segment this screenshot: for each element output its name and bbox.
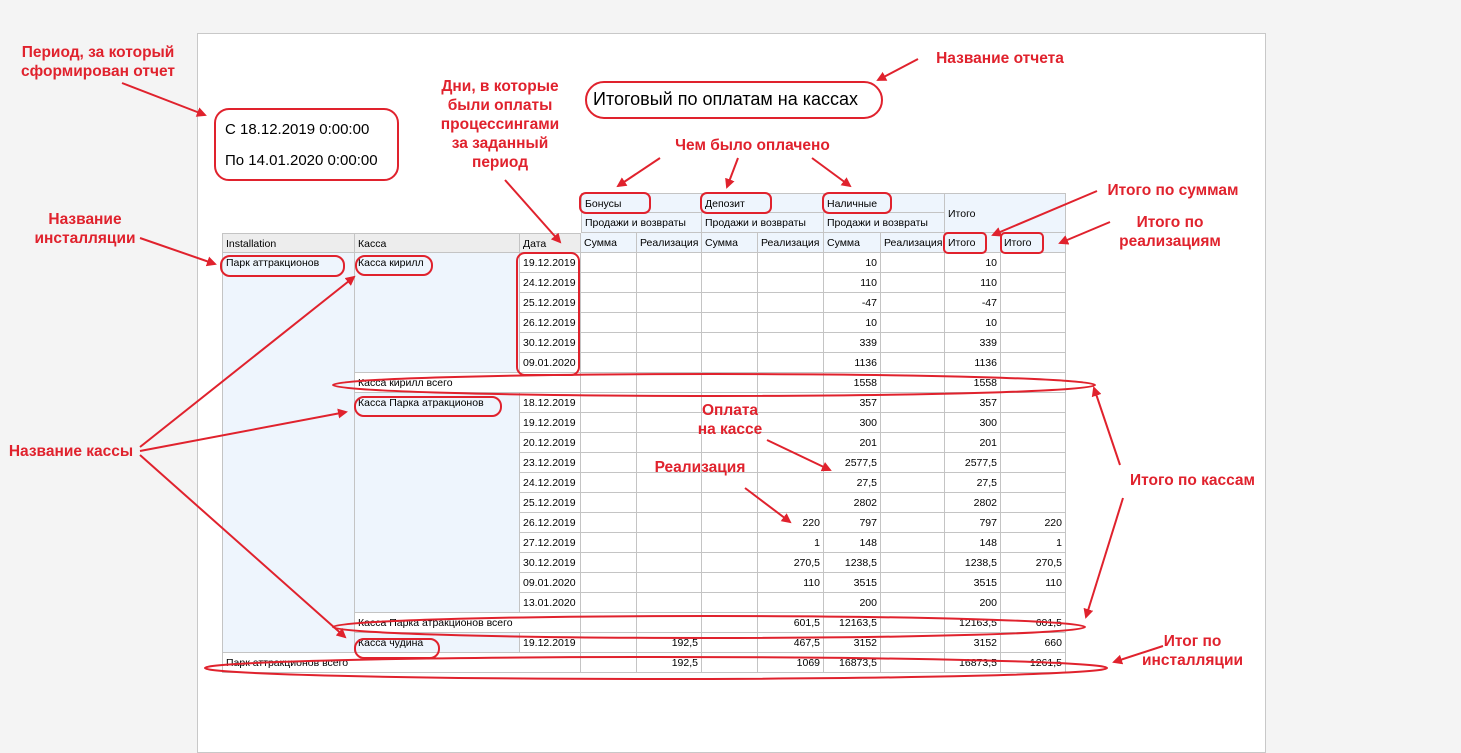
desk-subtotal-label: Касса Парка атракционов всего xyxy=(355,613,581,633)
value-cell xyxy=(758,273,824,293)
total-value-cell: 1069 xyxy=(758,653,824,673)
value-cell: 1238,5 xyxy=(945,553,1001,573)
value-cell xyxy=(758,473,824,493)
value-cell: 339 xyxy=(824,333,881,353)
value-cell xyxy=(758,453,824,473)
column-total-sum: Итого xyxy=(945,233,1001,253)
value-cell: 797 xyxy=(945,513,1001,533)
value-cell xyxy=(581,473,637,493)
value-cell: 3152 xyxy=(945,633,1001,653)
value-cell: 201 xyxy=(945,433,1001,453)
value-cell xyxy=(881,533,945,553)
desk-subtotal-label: Касса кирилл всего xyxy=(355,373,581,393)
value-cell xyxy=(581,513,637,533)
value-cell xyxy=(1001,253,1066,273)
annotation-realization: Реализация xyxy=(654,459,746,476)
value-cell xyxy=(1001,333,1066,353)
value-cell xyxy=(1001,493,1066,513)
value-cell xyxy=(881,333,945,353)
value-cell xyxy=(637,493,702,513)
value-cell: 110 xyxy=(1001,573,1066,593)
value-cell xyxy=(581,253,637,273)
date-cell: 24.12.2019 xyxy=(520,473,581,493)
value-cell: 1238,5 xyxy=(824,553,881,573)
value-cell xyxy=(702,573,758,593)
value-cell xyxy=(637,293,702,313)
date-cell: 09.01.2020 xyxy=(520,573,581,593)
annotation-totals-by-realization: Итого по реализациям xyxy=(1119,214,1221,250)
value-cell xyxy=(702,493,758,513)
cashdesk-cell: Касса Парка атракционов xyxy=(355,393,520,613)
subtotal-value-cell xyxy=(881,613,945,633)
date-cell: 23.12.2019 xyxy=(520,453,581,473)
report-title: Итоговый по оплатам на кассах xyxy=(593,89,859,109)
value-cell: 3152 xyxy=(824,633,881,653)
value-cell: 3515 xyxy=(945,573,1001,593)
value-cell: 201 xyxy=(824,433,881,453)
value-cell: 270,5 xyxy=(1001,553,1066,573)
column-realization: Реализация xyxy=(881,233,945,253)
value-cell xyxy=(702,313,758,333)
value-cell xyxy=(881,393,945,413)
value-cell xyxy=(702,553,758,573)
annotation-totals-by-desks: Итого по кассам xyxy=(1129,472,1256,489)
date-cell: 19.12.2019 xyxy=(520,413,581,433)
value-cell: 3515 xyxy=(824,573,881,593)
value-cell xyxy=(881,493,945,513)
subtotal-value-cell xyxy=(1001,373,1066,393)
annotation-paid-with: Чем было оплачено xyxy=(675,137,830,154)
date-cell: 26.12.2019 xyxy=(520,313,581,333)
value-cell xyxy=(758,253,824,273)
value-cell: 797 xyxy=(824,513,881,533)
value-cell xyxy=(1001,273,1066,293)
value-cell xyxy=(881,273,945,293)
value-cell: 300 xyxy=(945,413,1001,433)
value-cell: 1 xyxy=(758,533,824,553)
value-cell xyxy=(881,453,945,473)
payment-type-header: Депозит xyxy=(702,193,824,213)
value-cell xyxy=(637,593,702,613)
value-cell xyxy=(758,493,824,513)
payment-type-header: Наличные xyxy=(824,193,945,213)
value-cell xyxy=(1001,353,1066,373)
value-cell: 300 xyxy=(824,413,881,433)
date-cell: 25.12.2019 xyxy=(520,293,581,313)
value-cell: 2577,5 xyxy=(824,453,881,473)
subtotal-value-cell xyxy=(581,613,637,633)
subtotal-value-cell xyxy=(702,373,758,393)
subtotal-value-cell xyxy=(758,373,824,393)
value-cell xyxy=(581,453,637,473)
value-cell xyxy=(581,333,637,353)
value-cell xyxy=(881,253,945,273)
total-value-cell xyxy=(881,653,945,673)
value-cell: -47 xyxy=(945,293,1001,313)
total-group-header: Итого xyxy=(945,193,1066,233)
value-cell: 110 xyxy=(945,273,1001,293)
value-cell xyxy=(637,533,702,553)
value-cell xyxy=(581,553,637,573)
value-cell: 339 xyxy=(945,333,1001,353)
column-realization: Реализация xyxy=(758,233,824,253)
value-cell: -47 xyxy=(824,293,881,313)
value-cell xyxy=(1001,293,1066,313)
value-cell: 10 xyxy=(824,313,881,333)
annotation-installation-total: Итог по инсталляции xyxy=(1141,633,1244,669)
column-installation: Installation xyxy=(222,233,355,253)
value-cell: 27,5 xyxy=(824,473,881,493)
subtotal-value-cell: 1558 xyxy=(945,373,1001,393)
value-cell xyxy=(1001,413,1066,433)
value-cell xyxy=(881,633,945,653)
value-cell xyxy=(581,573,637,593)
value-cell xyxy=(702,513,758,533)
period-from: С 18.12.2019 0:00:00 xyxy=(225,121,370,138)
subtotal-value-cell: 601,5 xyxy=(758,613,824,633)
value-cell xyxy=(758,293,824,313)
date-cell: 24.12.2019 xyxy=(520,273,581,293)
value-cell: 2802 xyxy=(945,493,1001,513)
value-cell xyxy=(702,293,758,313)
column-sum: Сумма xyxy=(581,233,637,253)
value-cell xyxy=(637,333,702,353)
date-cell: 09.01.2020 xyxy=(520,353,581,373)
value-cell xyxy=(637,573,702,593)
value-cell xyxy=(702,633,758,653)
value-cell xyxy=(581,313,637,333)
value-cell xyxy=(881,353,945,373)
value-cell xyxy=(881,413,945,433)
value-cell: 220 xyxy=(758,513,824,533)
date-cell: 27.12.2019 xyxy=(520,533,581,553)
subtotal-value-cell xyxy=(637,373,702,393)
subtotal-value-cell: 601,5 xyxy=(1001,613,1066,633)
cashdesk-cell: Касса кирилл xyxy=(355,253,520,373)
value-cell xyxy=(1001,593,1066,613)
value-cell: 200 xyxy=(945,593,1001,613)
value-cell xyxy=(881,293,945,313)
value-cell xyxy=(1001,473,1066,493)
sales-returns-header: Продажи и возвраты xyxy=(581,213,702,233)
value-cell xyxy=(702,353,758,373)
column-date: Дата xyxy=(520,233,581,253)
total-value-cell xyxy=(702,653,758,673)
value-cell xyxy=(881,513,945,533)
value-cell xyxy=(702,533,758,553)
value-cell xyxy=(881,553,945,573)
date-cell: 19.12.2019 xyxy=(520,633,581,653)
value-cell: 10 xyxy=(824,253,881,273)
value-cell: 1136 xyxy=(945,353,1001,373)
installation-total-label: Парк аттракционов всего xyxy=(222,653,581,673)
sales-returns-header: Продажи и возвраты xyxy=(702,213,824,233)
date-cell: 25.12.2019 xyxy=(520,493,581,513)
subtotal-value-cell: 1558 xyxy=(824,373,881,393)
subtotal-value-cell: 12163,5 xyxy=(824,613,881,633)
payment-type-header: Бонусы xyxy=(581,193,702,213)
annotation-installation-name: Название инсталляции xyxy=(34,211,136,247)
value-cell xyxy=(581,533,637,553)
column-sum: Сумма xyxy=(702,233,758,253)
total-value-cell: 192,5 xyxy=(637,653,702,673)
value-cell xyxy=(581,433,637,453)
total-value-cell: 1261,5 xyxy=(1001,653,1066,673)
value-cell xyxy=(581,593,637,613)
value-cell: 110 xyxy=(824,273,881,293)
annotation-days: Дни, в которые были оплаты процессингами за заданный период xyxy=(440,78,560,171)
value-cell: 10 xyxy=(945,313,1001,333)
value-cell: 192,5 xyxy=(637,633,702,653)
value-cell xyxy=(637,353,702,373)
total-value-cell: 16873,5 xyxy=(824,653,881,673)
date-cell: 18.12.2019 xyxy=(520,393,581,413)
subtotal-value-cell: 12163,5 xyxy=(945,613,1001,633)
value-cell xyxy=(581,393,637,413)
value-cell xyxy=(758,333,824,353)
value-cell: 270,5 xyxy=(758,553,824,573)
installation-cell: Парк аттракционов xyxy=(222,253,355,653)
value-cell xyxy=(881,473,945,493)
value-cell xyxy=(881,313,945,333)
value-cell xyxy=(702,273,758,293)
value-cell: 110 xyxy=(758,573,824,593)
date-cell: 20.12.2019 xyxy=(520,433,581,453)
value-cell xyxy=(637,253,702,273)
total-value-cell xyxy=(581,653,637,673)
sales-returns-header: Продажи и возвраты xyxy=(824,213,945,233)
value-cell xyxy=(1001,313,1066,333)
subtotal-value-cell xyxy=(637,613,702,633)
period-to: По 14.01.2020 0:00:00 xyxy=(225,152,378,169)
value-cell: 148 xyxy=(945,533,1001,553)
subtotal-value-cell xyxy=(581,373,637,393)
value-cell xyxy=(637,513,702,533)
annotation-report-name: Название отчета xyxy=(936,50,1064,67)
value-cell: 2577,5 xyxy=(945,453,1001,473)
value-cell: 2802 xyxy=(824,493,881,513)
date-cell: 26.12.2019 xyxy=(520,513,581,533)
total-value-cell: 16873,5 xyxy=(945,653,1001,673)
value-cell xyxy=(581,633,637,653)
value-cell xyxy=(581,413,637,433)
value-cell xyxy=(881,593,945,613)
value-cell xyxy=(581,493,637,513)
value-cell: 357 xyxy=(945,393,1001,413)
annotation-payment-at-desk: Оплата на кассе xyxy=(697,402,763,438)
value-cell xyxy=(637,313,702,333)
annotation-desk-name: Название кассы xyxy=(8,443,134,460)
value-cell xyxy=(581,293,637,313)
value-cell xyxy=(1001,393,1066,413)
value-cell xyxy=(702,333,758,353)
value-cell: 148 xyxy=(824,533,881,553)
subtotal-value-cell xyxy=(881,373,945,393)
subtotal-value-cell xyxy=(702,613,758,633)
annotation-totals-by-sum: Итого по суммам xyxy=(1107,182,1239,199)
annotation-period: Период, за который сформирован отчет xyxy=(21,44,175,80)
column-cashdesk: Касса xyxy=(355,233,520,253)
cashdesk-cell: Касса чудина xyxy=(355,633,520,653)
date-cell: 30.12.2019 xyxy=(520,553,581,573)
value-cell xyxy=(758,593,824,613)
value-cell: 467,5 xyxy=(758,633,824,653)
value-cell: 27,5 xyxy=(945,473,1001,493)
column-sum: Сумма xyxy=(824,233,881,253)
value-cell xyxy=(581,353,637,373)
column-realization: Реализация xyxy=(637,233,702,253)
value-cell xyxy=(881,573,945,593)
value-cell: 660 xyxy=(1001,633,1066,653)
value-cell xyxy=(702,593,758,613)
value-cell xyxy=(758,353,824,373)
date-cell: 19.12.2019 xyxy=(520,253,581,273)
value-cell xyxy=(758,313,824,333)
value-cell: 10 xyxy=(945,253,1001,273)
value-cell xyxy=(881,433,945,453)
value-cell xyxy=(637,273,702,293)
value-cell xyxy=(702,253,758,273)
date-cell: 13.01.2020 xyxy=(520,593,581,613)
value-cell xyxy=(1001,433,1066,453)
value-cell: 357 xyxy=(824,393,881,413)
value-cell xyxy=(581,273,637,293)
value-cell: 1136 xyxy=(824,353,881,373)
value-cell: 1 xyxy=(1001,533,1066,553)
value-cell: 220 xyxy=(1001,513,1066,533)
value-cell xyxy=(1001,453,1066,473)
date-cell: 30.12.2019 xyxy=(520,333,581,353)
value-cell: 200 xyxy=(824,593,881,613)
value-cell xyxy=(637,553,702,573)
column-total-realization: Итого xyxy=(1001,233,1066,253)
